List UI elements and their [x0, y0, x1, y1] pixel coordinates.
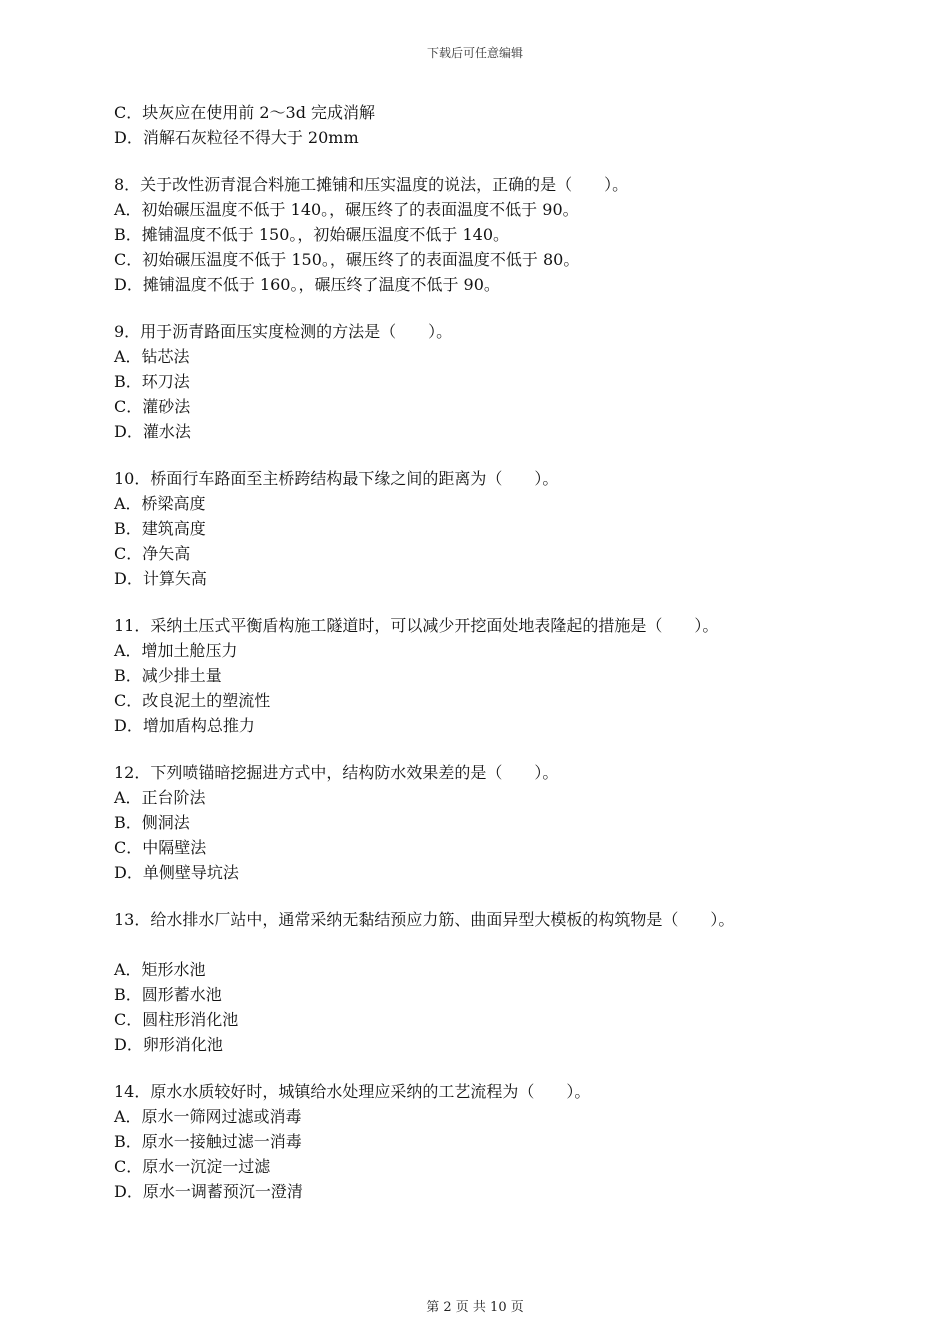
question-11-option-b: B．减少排土量: [114, 666, 222, 685]
question-8-option-d: D．摊铺温度不低于 160。，碾压终了温度不低于 90。: [114, 275, 500, 294]
question-9-option-a: A．钻芯法: [114, 347, 190, 366]
question-12-stem: 12．下列喷锚暗挖掘进方式中，结构防水效果差的是（ ）。: [114, 763, 559, 782]
question-13-option-d: D．卵形消化池: [114, 1035, 223, 1054]
question-8-stem: 8．关于改性沥青混合料施工摊铺和压实温度的说法，正确的是（ ）。: [114, 175, 629, 194]
question-13-option-a: A．矩形水池: [114, 960, 206, 979]
question-13-option-c: C．圆柱形消化池: [114, 1010, 239, 1029]
prev-option-c: C．块灰应在使用前 2～3d 完成消解: [114, 103, 376, 122]
question-12-option-b: B．侧洞法: [114, 813, 190, 832]
question-10-stem: 10．桥面行车路面至主桥跨结构最下缘之间的距离为（ ）。: [114, 469, 559, 488]
question-10-option-d: D．计算矢高: [114, 569, 207, 588]
question-13-option-b: B．圆形蓄水池: [114, 985, 222, 1004]
question-12-option-a: A．正台阶法: [114, 788, 206, 807]
question-8-option-b: B．摊铺温度不低于 150。，初始碾压温度不低于 140。: [114, 225, 510, 244]
exam-content: [114, 100, 914, 1204]
question-8-option-a: A．初始碾压温度不低于 140。，碾压终了的表面温度不低于 90。: [114, 200, 579, 219]
question-12-option-c: C．中隔壁法: [114, 838, 207, 857]
prev-option-d: D．消解石灰粒径不得大于 20mm: [114, 128, 359, 147]
page-header: 下载后可任意编辑: [426, 46, 523, 60]
question-14-option-a: A．原水一筛网过滤或消毒: [114, 1107, 302, 1126]
question-9-option-d: D．灌水法: [114, 422, 191, 441]
question-14-option-d: D．原水一调蓄预沉一澄清: [114, 1182, 303, 1201]
question-9-option-b: B．环刀法: [114, 372, 190, 391]
question-11-option-d: D．增加盾构总推力: [114, 716, 255, 735]
question-11-option-a: A．增加土舱压力: [114, 641, 238, 660]
question-11-option-c: C．改良泥土的塑流性: [114, 691, 271, 710]
question-8-option-c: C．初始碾压温度不低于 150。，碾压终了的表面温度不低于 80。: [114, 250, 580, 269]
question-9-option-c: C．灌砂法: [114, 397, 191, 416]
question-11-stem: 11．采纳土压式平衡盾构施工隧道时，可以减少开挖面处地表隆起的措施是（ ）。: [114, 616, 719, 635]
page-footer: 第 2 页 共 10 页: [426, 1300, 524, 1315]
question-14-option-b: B．原水一接触过滤一消毒: [114, 1132, 302, 1151]
question-9-stem: 9．用于沥青路面压实度检测的方法是（ ）。: [114, 322, 453, 341]
question-10-option-b: B．建筑高度: [114, 519, 206, 538]
question-10-option-a: A．桥梁高度: [114, 494, 206, 513]
question-14-option-c: C．原水一沉淀一过滤: [114, 1157, 271, 1176]
question-14-stem: 14．原水水质较好时，城镇给水处理应采纳的工艺流程为（ ）。: [114, 1082, 591, 1101]
question-12-option-d: D．单侧壁导坑法: [114, 863, 239, 882]
question-13-stem: 13．给水排水厂站中，通常采纳无黏结预应力筋、曲面异型大模板的构筑物是（ ）。: [114, 910, 735, 929]
question-10-option-c: C．净矢高: [114, 544, 191, 563]
